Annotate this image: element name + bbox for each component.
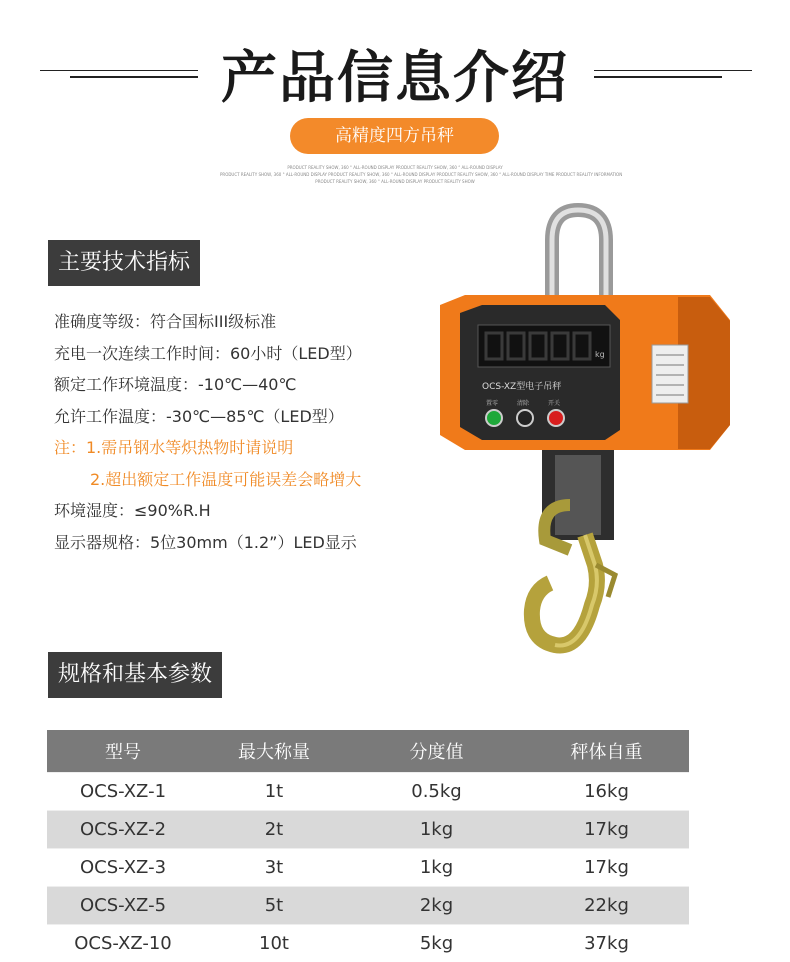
cell-model: OCS-XZ-2 — [47, 811, 199, 849]
title-section — [0, 28, 790, 112]
table-header-row — [47, 730, 689, 773]
spec-display: 显示器规格：5位30mm（1.2”）LED显示 — [54, 527, 474, 559]
title-line-right-bottom — [594, 76, 722, 78]
cell-division: 0.5kg — [349, 773, 524, 811]
crane-scale-illustration — [420, 205, 740, 660]
cell-capacity: 10t — [199, 925, 349, 962]
cell-division: 2kg — [349, 887, 524, 925]
model-label: OCS-XZ型电子吊秤 — [482, 380, 561, 392]
decorative-caption — [220, 164, 570, 185]
table-row — [47, 811, 689, 849]
tech-specs-list — [54, 306, 474, 558]
nameplate — [652, 345, 688, 403]
cell-division: 1kg — [349, 849, 524, 887]
spec-battery: 充电一次连续工作时间：60小时（LED型） — [54, 338, 474, 370]
cell-weight: 16kg — [524, 773, 689, 811]
cell-capacity: 5t — [199, 887, 349, 925]
zero-label: 置零 — [486, 399, 498, 407]
title-line-right-top — [594, 70, 752, 71]
cell-model: OCS-XZ-1 — [47, 773, 199, 811]
cell-capacity: 3t — [199, 849, 349, 887]
spec-accuracy: 准确度等级：符合国标III级标准 — [54, 306, 474, 338]
cell-model: OCS-XZ-10 — [47, 925, 199, 962]
clear-label: 清除 — [517, 399, 530, 407]
cell-weight: 17kg — [524, 849, 689, 887]
cell-division: 5kg — [349, 925, 524, 962]
spec-note-1: 注：1.需吊钢水等炽热物时请说明 — [54, 432, 474, 464]
hook-mount-inner — [555, 455, 601, 535]
page-title: 产品信息介绍 — [0, 34, 790, 114]
column-header-division: 分度值 — [349, 730, 524, 773]
clear-button[interactable] — [517, 410, 533, 426]
caption-line: PRODUCT REALITY SHOW, 360 ° ALL-ROUND DISPLAY PRODUCT REALITY SHOW, 360 ° ALL-ROUND DISPLAY — [220, 164, 570, 171]
spec-allowed-temp: 允许工作温度：-30℃—85℃（LED型） — [54, 401, 474, 433]
params-table — [47, 730, 689, 962]
cell-division: 1kg — [349, 811, 524, 849]
product-name-badge: 高精度四方吊秤 — [290, 118, 499, 154]
column-header-weight: 秤体自重 — [524, 730, 689, 773]
cell-model: OCS-XZ-3 — [47, 849, 199, 887]
column-header-model: 型号 — [47, 730, 199, 773]
caption-line: PRODUCT REALITY SHOW, 360 ° ALL-ROUND DISPLAY PRODUCT REALITY SHOW, 360 ° ALL-ROUND DISPLAY PRODUCT REALITY SHOW, 360 ° ALL-ROUND DISPLAY TIME PRODUCT REALITY INFORMATION — [220, 171, 570, 178]
cell-model: OCS-XZ-5 — [47, 887, 199, 925]
table-row — [47, 773, 689, 811]
cell-weight: 17kg — [524, 811, 689, 849]
zero-button[interactable] — [486, 410, 502, 426]
power-button[interactable] — [548, 410, 564, 426]
cell-capacity: 2t — [199, 811, 349, 849]
table-row — [47, 925, 689, 962]
table-row — [47, 849, 689, 887]
column-header-max-capacity: 最大称量 — [199, 730, 349, 773]
unit-label: kg — [595, 350, 605, 359]
cell-capacity: 1t — [199, 773, 349, 811]
spec-note-2: 2.超出额定工作温度可能误差会略增大 — [54, 464, 474, 496]
spec-humidity: 环境湿度：≤90%R.H — [54, 495, 474, 527]
power-label: 开关 — [548, 399, 560, 407]
params-heading: 规格和基本参数 — [48, 652, 222, 698]
spec-rated-temp: 额定工作环境温度：-10℃—40℃ — [54, 369, 474, 401]
table-row — [47, 887, 689, 925]
caption-line: PRODUCT REALITY SHOW, 360 ° ALL-ROUND DISPLAY PRODUCT REALITY SHOW — [220, 178, 570, 185]
cell-weight: 37kg — [524, 925, 689, 962]
crane-scale-image — [420, 205, 740, 660]
cell-weight: 22kg — [524, 887, 689, 925]
tech-specs-heading: 主要技术指标 — [48, 240, 200, 286]
